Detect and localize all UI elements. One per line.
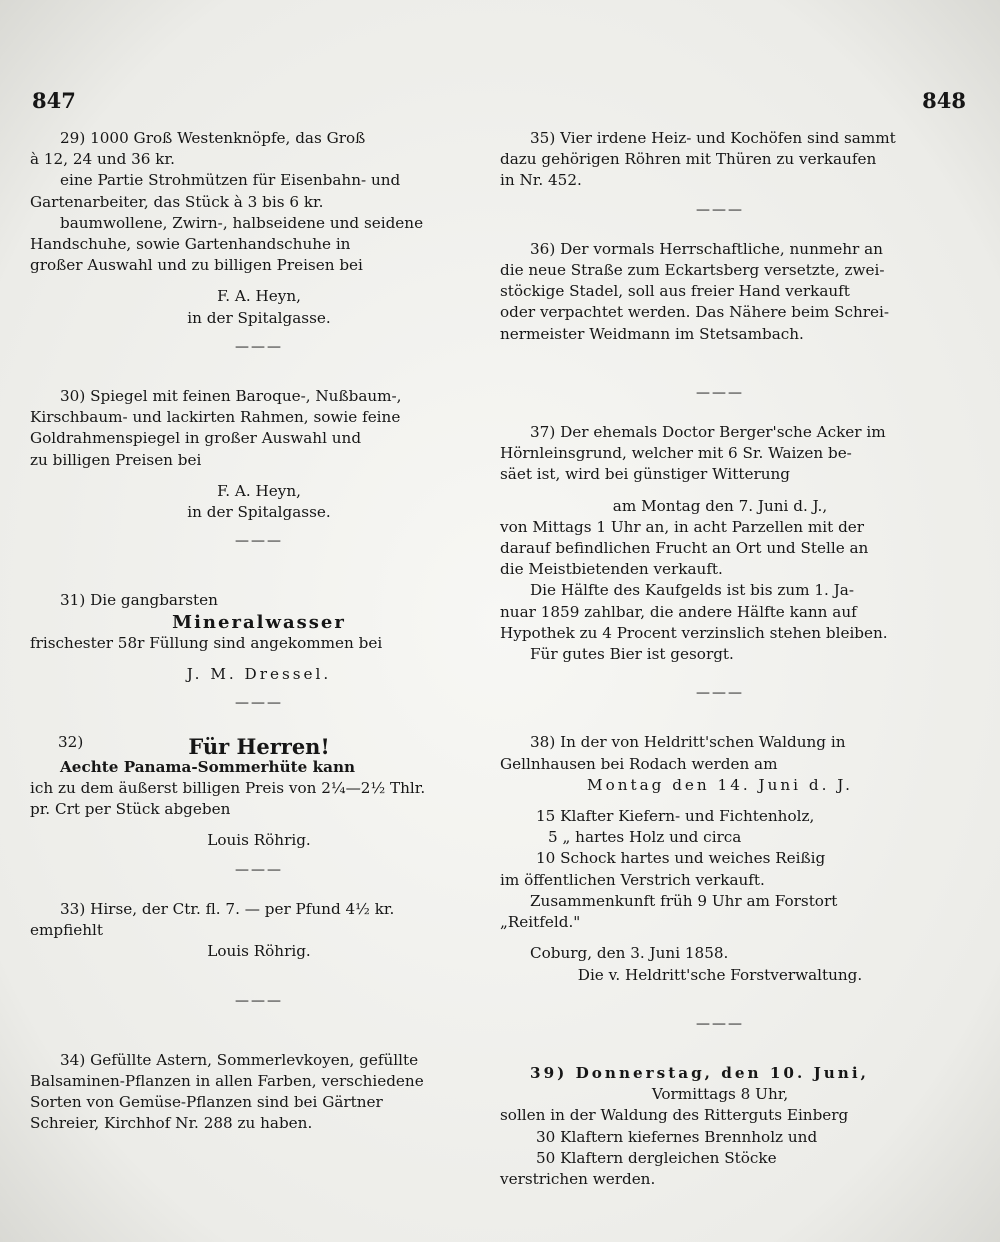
ad-32: [30, 732, 488, 851]
text-line: empfiehlt: [30, 921, 103, 940]
headline: Mineralwasser: [172, 611, 346, 633]
separator: ———: [696, 384, 744, 401]
separator: ———: [235, 338, 283, 355]
separator: ———: [696, 1015, 744, 1032]
text-line: dazu gehörigen Röhren mit Thüren zu verkaufen: [500, 150, 877, 169]
signature: F. A. Heyn,: [217, 287, 301, 306]
text-line: Balsaminen-Pflanzen in allen Farben, verschiedene: [30, 1071, 424, 1090]
text-line: pr. Crt per Stück abgeben: [30, 800, 231, 819]
text-line: baumwollene, Zwirn-, halbseidene und seidene: [60, 213, 424, 232]
text-line: Die Hälfte des Kaufgelds ist bis zum 1. Ja-: [530, 581, 854, 600]
auction-date: Montag den 14. Juni d. J.: [587, 775, 853, 794]
text-line: 30) Spiegel mit feinen Baroque-, Nußbaum-,: [60, 387, 402, 406]
text-line: von Mittags 1 Uhr an, in acht Parzellen mit der: [500, 517, 865, 536]
text-line: nermeister Weidmann im Stetsambach.: [500, 324, 804, 343]
separator: ———: [696, 685, 744, 702]
separator: ———: [235, 861, 283, 878]
list-item: 30 Klaftern kiefernes Brennholz und: [536, 1127, 818, 1146]
text-line: die neue Straße zum Eckartsberg versetzte, zwei-: [500, 261, 885, 280]
text-line: im öffentlichen Verstrich verkauft.: [500, 870, 765, 889]
text-line: 33) Hirse, der Ctr. fl. 7. — per Pfund 4½ kr.: [60, 899, 395, 918]
text-line: Handschuhe, sowie Gartenhandschuhe in: [30, 235, 351, 254]
separator: ———: [235, 992, 283, 1009]
text-line: Hypothek zu 4 Procent verzinslich stehen bleiben.: [500, 623, 888, 642]
separator: ———: [235, 533, 283, 550]
text-line: frischester 58r Füllung sind angekommen bei: [30, 633, 383, 652]
ad-30: [30, 386, 488, 523]
place-date: Coburg, den 3. Juni 1858.: [530, 944, 729, 963]
text-line: nuar 1859 zahlbar, die andere Hälfte kann auf: [500, 602, 857, 621]
signature-place: in der Spitalgasse.: [187, 308, 331, 327]
text-line: Goldrahmenspiegel in großer Auswahl und: [30, 429, 362, 448]
ad-37: [500, 422, 940, 665]
text-line: Kirschbaum- und lackirten Rahmen, sowie feine: [30, 408, 401, 427]
text-line: „Reitfeld.": [500, 913, 581, 932]
text-line: Gartenarbeiter, das Stück à 3 bis 6 kr.: [30, 192, 324, 211]
text-line: eine Partie Strohmützen für Eisenbahn- und: [60, 171, 401, 190]
text-line: Sorten von Gemüse-Pflanzen sind bei Gärtner: [30, 1093, 383, 1112]
text-line: Gellnhausen bei Rodach werden am: [500, 754, 778, 773]
text-line: 34) Gefüllte Astern, Sommerlevkoyen, gefüllte: [60, 1050, 419, 1069]
signature-place: in der Spitalgasse.: [187, 503, 331, 522]
text-line: ich zu dem äußerst billigen Preis von 2¼—2½ Thlr.: [30, 779, 426, 798]
text-line: Vormittags 8 Uhr,: [651, 1085, 789, 1104]
text-line: 29) 1000 Groß Westenknöpfe, das Groß: [60, 129, 366, 147]
list-item: 10 Schock hartes und weiches Reißig: [536, 849, 826, 868]
text-line: Zusammenkunft früh 9 Uhr am Forstort: [530, 891, 838, 910]
text-line: großer Auswahl und zu billigen Preisen bei: [30, 256, 363, 275]
text-line: 37) Der ehemals Doctor Berger'sche Acker im: [530, 423, 886, 442]
auction-date: am Montag den 7. Juni d. J.,: [612, 496, 828, 515]
text-line: verstrichen werden.: [500, 1169, 656, 1188]
ad-36: [500, 239, 940, 345]
separator: ———: [235, 695, 283, 712]
ad-33: [30, 899, 488, 963]
right-column: [500, 128, 940, 1190]
list-item: 15 Klafter Kiefern- und Fichtenholz,: [536, 807, 815, 826]
ad-38: [500, 732, 940, 985]
list-item: 50 Klaftern dergleichen Stöcke: [536, 1148, 777, 1167]
page-number-left: 847: [32, 88, 76, 113]
text-line: säet ist, wird bei günstiger Witterung: [500, 465, 791, 484]
separator: ———: [696, 201, 744, 218]
text-line: à 12, 24 und 36 kr.: [30, 150, 175, 169]
ad-39: [500, 1063, 940, 1190]
text-line: in Nr. 452.: [500, 171, 582, 190]
page-number-right: 848: [922, 88, 966, 113]
signature: J. M. Dressel.: [186, 665, 332, 684]
text-line: Aechte Panama-Sommerhüte kann: [60, 757, 356, 776]
list-item: 5 „ hartes Holz und circa: [548, 828, 742, 847]
text-line: 38) In der von Heldritt'schen Waldung in: [530, 733, 846, 752]
text-line: 31) Die gangbarsten: [60, 591, 218, 610]
text-line: die Meistbietenden verkauft.: [500, 560, 723, 579]
text-line: 36) Der vormals Herrschaftliche, nunmehr an: [530, 239, 883, 258]
ad-34: [30, 1050, 488, 1135]
signature: Louis Röhrig.: [207, 831, 311, 850]
text-line: sollen in der Waldung des Ritterguts Einberg: [500, 1106, 849, 1125]
text-line: oder verpachtet werden. Das Nähere beim Schrei-: [500, 303, 890, 322]
text-line: darauf befindlichen Frucht an Ort und Stelle an: [500, 539, 869, 558]
text-line: Schreier, Kirchhof Nr. 288 zu haben.: [30, 1114, 313, 1133]
text-line: zu billigen Preisen bei: [30, 450, 202, 469]
text-line: Hörnleinsgrund, welcher mit 6 Sr. Waizen be-: [500, 444, 852, 463]
signature: Louis Röhrig.: [207, 942, 311, 961]
text-line: 35) Vier irdene Heiz- und Kochöfen sind sammt: [530, 129, 896, 147]
text-line: 32): [58, 733, 84, 752]
ad-31: [30, 590, 488, 685]
text-line: stöckige Stadel, soll aus freier Hand verkauft: [500, 282, 850, 301]
headline: Für Herren!: [188, 733, 330, 759]
text-line: Für gutes Bier ist gesorgt.: [530, 645, 734, 664]
ad-35: [500, 128, 940, 192]
signature: F. A. Heyn,: [217, 481, 301, 500]
text-line: 39) Donnerstag, den 10. Juni,: [530, 1063, 869, 1082]
left-column: [30, 128, 488, 1135]
signature: Die v. Heldritt'sche Forstverwaltung.: [577, 965, 863, 984]
ad-29: [30, 128, 488, 329]
